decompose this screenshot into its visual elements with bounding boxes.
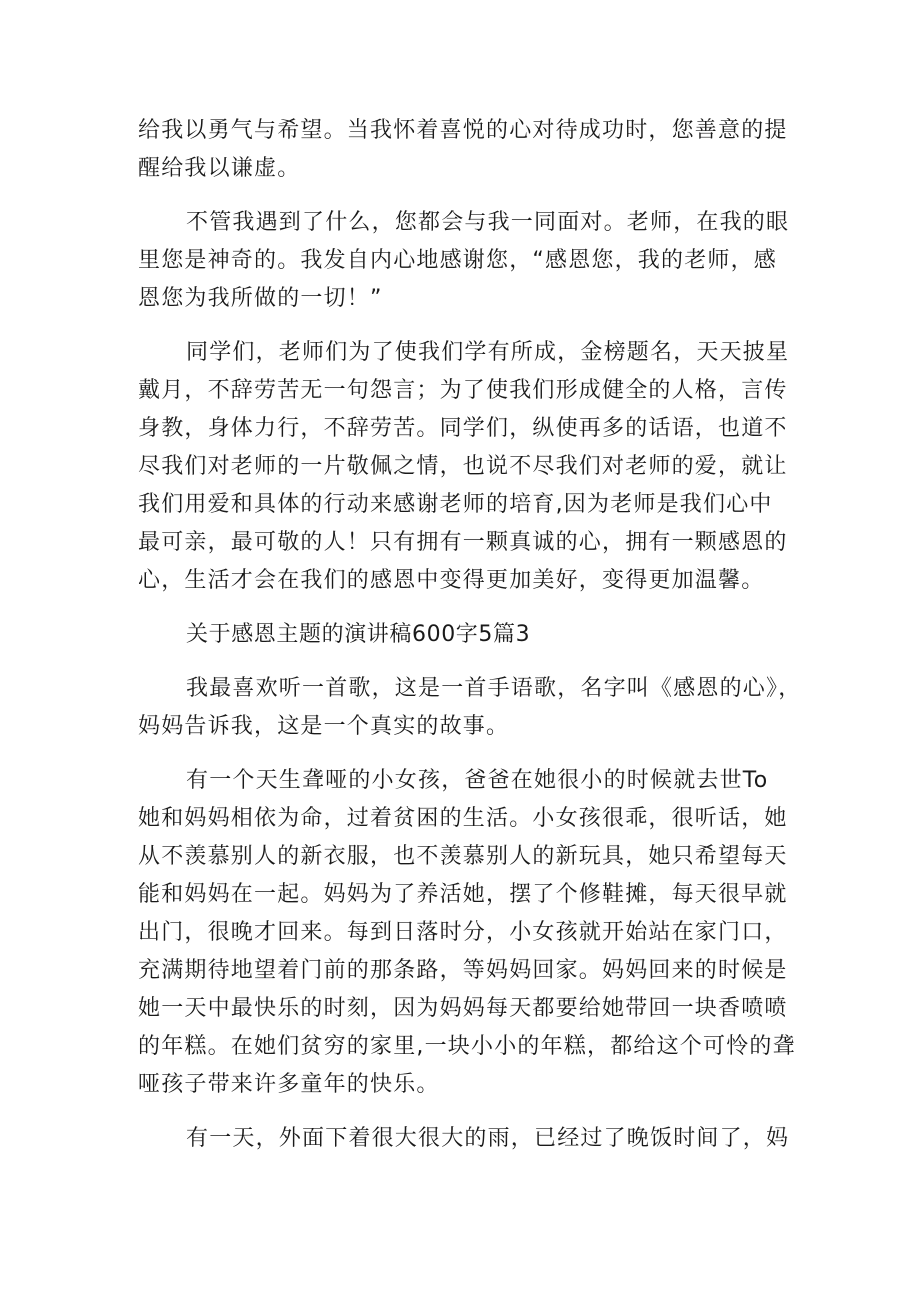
paragraph bbox=[138, 334, 798, 600]
paragraph-line: 的年糕。在她们贫穷的家里,一块小小的年糕，都给这个可怜的聋 bbox=[138, 1034, 796, 1059]
paragraph-line: 不管我遇到了什么，您都会与我一同面对。老师，在我的眼 bbox=[186, 210, 790, 235]
paragraph-line: 从不羡慕别人的新衣服，也不羡慕别人的新玩具，她只希望每天 bbox=[138, 844, 788, 869]
paragraph-line: 妈妈告诉我，这是一个真实的故事。 bbox=[138, 714, 510, 739]
paragraph-line: 她和妈妈相依为命，过着贫困的生活。小女孩很乖，很听话，她 bbox=[138, 806, 788, 831]
paragraph-line: 出门，很晚才回来。每到日落时分，小女孩就开始站在家门口， bbox=[138, 920, 788, 945]
paragraph-line: 她一天中最快乐的时刻，因为妈妈每天都要给她带回一块香喷喷 bbox=[138, 996, 788, 1021]
paragraph bbox=[138, 112, 798, 188]
paragraph-line: 同学们，老师们为了使我们学有所成，金榜题名，天天披星 bbox=[186, 340, 790, 365]
paragraph bbox=[138, 762, 798, 1104]
paragraph-line: 尽我们对老师的一片敬佩之情，也说不尽我们对老师的爱，就让 bbox=[138, 454, 788, 479]
paragraph-line: 能和妈妈在一起。妈妈为了养活她，摆了个修鞋摊，每天很早就 bbox=[138, 882, 788, 907]
paragraph-line: 我最喜欢听一首歌，这是一首手语歌，名字叫《感恩的心》， bbox=[186, 676, 802, 701]
document-body bbox=[138, 112, 802, 1174]
paragraph-line: 最可亲，最可敬的人！只有拥有一颗真诚的心，拥有一颗感恩的 bbox=[138, 530, 788, 555]
paragraph-line: 戴月，不辞劳苦无一句怨言；为了使我们形成健全的人格，言传 bbox=[138, 378, 788, 403]
paragraph-line: 有一天，外面下着很大很大的雨，已经过了晚饭时间了，妈 bbox=[186, 1126, 790, 1151]
paragraph-line: 哑孩子带来许多童年的快乐。 bbox=[138, 1072, 440, 1097]
paragraph bbox=[138, 670, 802, 746]
paragraph-line: 恩您为我所做的一切！” bbox=[138, 286, 383, 311]
paragraph bbox=[138, 1120, 798, 1158]
paragraph-line: 身教，身体力行，不辞劳苦。同学们，纵使再多的话语，也道不 bbox=[138, 416, 788, 441]
paragraph-line: 心，生活才会在我们的感恩中变得更加美好，变得更加温馨。 bbox=[138, 568, 765, 593]
paragraph-line: 有一个天生聋哑的小女孩，爸爸在她很小的时候就去世To bbox=[186, 768, 769, 793]
paragraph bbox=[138, 204, 798, 318]
paragraph-line: 醒给我以谦虚。 bbox=[138, 156, 301, 181]
paragraph-line: 给我以勇气与希望。当我怀着喜悦的心对待成功时，您善意的提 bbox=[138, 118, 788, 143]
paragraph-line: 里您是神奇的。我发自内心地感谢您，“感恩您，我的老师，感 bbox=[138, 248, 777, 273]
paragraph-line: 充满期待地望着门前的那条路，等妈妈回家。妈妈回来的时候是 bbox=[138, 958, 788, 983]
section-heading: 关于感恩主题的演讲稿600字5篇3 bbox=[186, 622, 531, 647]
paragraph-line: 我们用爱和具体的行动来感谢老师的培育,因为老师是我们心中 bbox=[138, 492, 773, 517]
